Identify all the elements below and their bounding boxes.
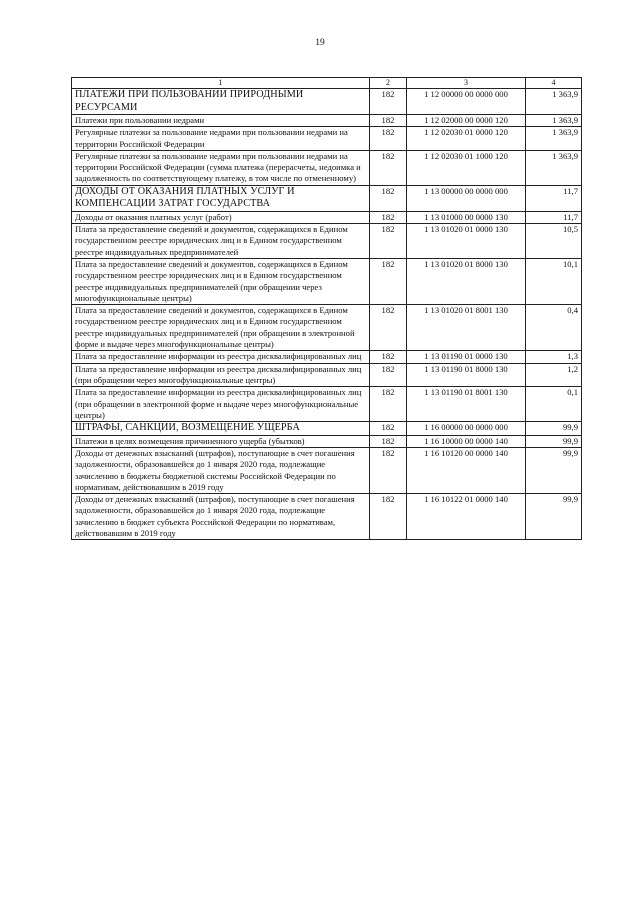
column-header-kbk: 3: [407, 78, 526, 89]
row-admin-code-cell: 182: [370, 363, 407, 387]
table-row: [72, 127, 582, 151]
row-admin-code-cell: 182: [370, 258, 407, 304]
table-row: [72, 211, 582, 223]
table-row: [72, 363, 582, 387]
row-admin-code-cell: 182: [370, 185, 407, 211]
row-name-cell: Доходы от денежных взысканий (штрафов), поступающие в счет погашения задолженности, образовавшейся до 1 января 2020 года, подлежащие зачислению в бюджеты бюджетной системы Российской Федерации по нормативам, действовавшим в 2019 году: [72, 447, 370, 493]
row-kbk-cell: 1 12 02000 00 0000 120: [407, 115, 526, 127]
table-row: [72, 387, 582, 422]
row-name-cell: Плата за предоставление информации из реестра дисквалифицированных лиц (при обращении через многофункциональные центры): [72, 363, 370, 387]
row-kbk-cell: 1 13 01020 01 0000 130: [407, 224, 526, 259]
row-admin-code-cell: 182: [370, 422, 407, 436]
row-admin-code-cell: 182: [370, 150, 407, 185]
row-kbk-cell: 1 16 10000 00 0000 140: [407, 435, 526, 447]
row-amount-cell: 0,1: [526, 387, 582, 422]
row-name-cell: Плата за предоставление сведений и документов, содержащихся в Едином государственном реестре юридических лиц и в Едином государственном реестре индивидуальных предпринимателей (при обращении в электронной форме и выдаче через многофункциональные центры): [72, 305, 370, 351]
table-row: [72, 115, 582, 127]
header-row: [72, 78, 582, 89]
row-name-cell: Регулярные платежи за пользование недрами при пользовании недрами на территории Российской Федерации (сумма платежа (перерасчеты, недоимка и задолженность по соответствующему платежу, в том числе по отмененному): [72, 150, 370, 185]
section-row: [72, 422, 582, 436]
row-amount-cell: 11,7: [526, 185, 582, 211]
row-admin-code-cell: 182: [370, 387, 407, 422]
row-name-cell: Плата за предоставление сведений и документов, содержащихся в Едином государственном реестре юридических лиц и в Едином государственном реестре индивидуальных предпринимателей (при обращении через многофункциональные центры): [72, 258, 370, 304]
row-amount-cell: 1,3: [526, 351, 582, 363]
row-admin-code-cell: 182: [370, 115, 407, 127]
row-admin-code-cell: 182: [370, 447, 407, 493]
row-name-cell: Плата за предоставление информации из реестра дисквалифицированных лиц: [72, 351, 370, 363]
row-name-cell: Платежи в целях возмещения причиненного ущерба (убытков): [72, 435, 370, 447]
page-number: 19: [315, 38, 325, 48]
row-admin-code-cell: 182: [370, 435, 407, 447]
row-name-cell: Плата за предоставление сведений и документов, содержащихся в Едином государственном реестре юридических лиц и в Едином государственном реестре индивидуальных предпринимателей: [72, 224, 370, 259]
row-admin-code-cell: 182: [370, 127, 407, 151]
row-name-cell: ПЛАТЕЖИ ПРИ ПОЛЬЗОВАНИИ ПРИРОДНЫМИ РЕСУРСАМИ: [72, 89, 370, 115]
row-name-cell: ШТРАФЫ, САНКЦИИ, ВОЗМЕЩЕНИЕ УЩЕРБА: [72, 422, 370, 436]
table-row: [72, 494, 582, 540]
row-admin-code-cell: 182: [370, 494, 407, 540]
column-header-amount: 4: [526, 78, 582, 89]
row-amount-cell: 10,1: [526, 258, 582, 304]
row-amount-cell: 11,7: [526, 211, 582, 223]
row-kbk-cell: 1 12 02030 01 1000 120: [407, 150, 526, 185]
row-amount-cell: 10,5: [526, 224, 582, 259]
section-row: [72, 89, 582, 115]
row-amount-cell: 99,9: [526, 422, 582, 436]
section-row: [72, 185, 582, 211]
row-admin-code-cell: 182: [370, 305, 407, 351]
row-amount-cell: 99,9: [526, 447, 582, 493]
row-kbk-cell: 1 16 10120 00 0000 140: [407, 447, 526, 493]
table-row: [72, 447, 582, 493]
row-kbk-cell: 1 13 01190 01 8000 130: [407, 363, 526, 387]
row-name-cell: Доходы от оказания платных услуг (работ): [72, 211, 370, 223]
row-kbk-cell: 1 13 01190 01 0000 130: [407, 351, 526, 363]
revenue-table: [71, 77, 582, 540]
table-row: [72, 224, 582, 259]
row-amount-cell: 99,9: [526, 435, 582, 447]
row-kbk-cell: 1 13 01000 00 0000 130: [407, 211, 526, 223]
row-amount-cell: 1 363,9: [526, 150, 582, 185]
row-amount-cell: 0,4: [526, 305, 582, 351]
row-admin-code-cell: 182: [370, 351, 407, 363]
row-amount-cell: 1 363,9: [526, 89, 582, 115]
row-name-cell: Доходы от денежных взысканий (штрафов), поступающие в счет погашения задолженности, образовавшейся до 1 января 2020 года, подлежащие зачислению в бюджет субъекта Российской Федерации по нормативам, действовавшим в 2019 году: [72, 494, 370, 540]
table-body: [72, 89, 582, 540]
row-admin-code-cell: 182: [370, 89, 407, 115]
column-header-name: 1: [72, 78, 370, 89]
row-kbk-cell: 1 13 01020 01 8000 130: [407, 258, 526, 304]
row-kbk-cell: 1 16 10122 01 0000 140: [407, 494, 526, 540]
row-kbk-cell: 1 12 02030 01 0000 120: [407, 127, 526, 151]
row-amount-cell: 1 363,9: [526, 115, 582, 127]
row-amount-cell: 1 363,9: [526, 127, 582, 151]
row-name-cell: ДОХОДЫ ОТ ОКАЗАНИЯ ПЛАТНЫХ УСЛУГ И КОМПЕНСАЦИИ ЗАТРАТ ГОСУДАРСТВА: [72, 185, 370, 211]
table-row: [72, 150, 582, 185]
row-admin-code-cell: 182: [370, 224, 407, 259]
table-row: [72, 258, 582, 304]
row-kbk-cell: 1 13 01190 01 8001 130: [407, 387, 526, 422]
table-row: [72, 305, 582, 351]
row-admin-code-cell: 182: [370, 211, 407, 223]
row-name-cell: Регулярные платежи за пользование недрами при пользовании недрами на территории Российской Федерации: [72, 127, 370, 151]
row-name-cell: Плата за предоставление информации из реестра дисквалифицированных лиц (при обращении в электронной форме и выдаче через многофункциональные центры): [72, 387, 370, 422]
row-amount-cell: 1,2: [526, 363, 582, 387]
row-kbk-cell: 1 13 01020 01 8001 130: [407, 305, 526, 351]
row-name-cell: Платежи при пользовании недрами: [72, 115, 370, 127]
row-kbk-cell: 1 16 00000 00 0000 000: [407, 422, 526, 436]
table-row: [72, 351, 582, 363]
row-kbk-cell: 1 13 00000 00 0000 000: [407, 185, 526, 211]
row-kbk-cell: 1 12 00000 00 0000 000: [407, 89, 526, 115]
column-header-admin: 2: [370, 78, 407, 89]
row-amount-cell: 99,9: [526, 494, 582, 540]
table-row: [72, 435, 582, 447]
